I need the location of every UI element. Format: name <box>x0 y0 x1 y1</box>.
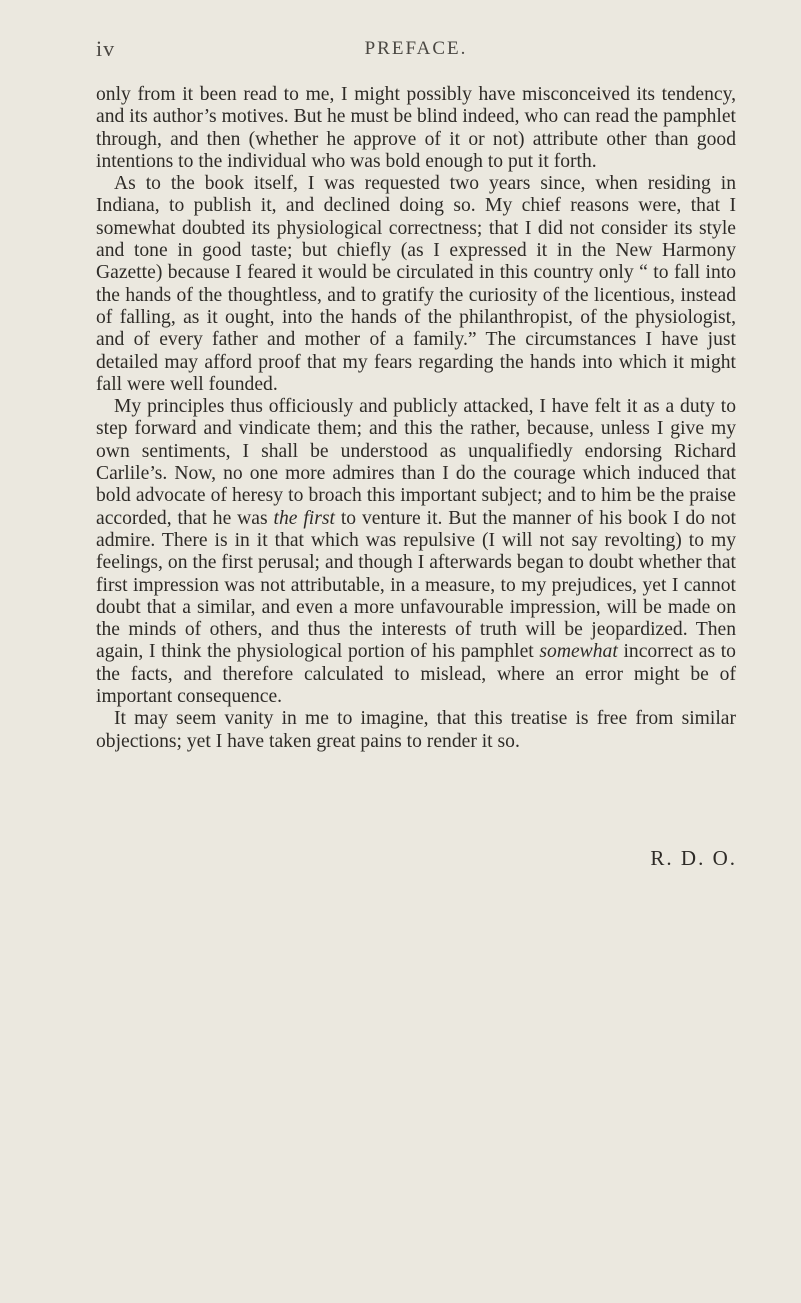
paragraph-3-text-c: incorrect as to the facts, and therefore calculated to mislead, where an error might be of important consequence. <box>96 641 736 708</box>
paragraph-2-text: As to the book itself, I was requested two years since, when residing in Indiana, to publish it, and declined doing so. My chief reasons were, that I somewhat doubted its physiological correctness; that I did not consider its style and tone in good taste; but chiefly (as I expressed it in the New Harmony Gazette) because I feared it would be circulated in this country only “ to fall into the hands of the thoughtless, and to gratify the curiosity of the licentious, instead of falling, as it ought, into the hands of the philanthropist, of the physiologist, and of every father and mother of a family.” The circumstances I have just detailed may afford proof that my fears regarding the hands into which it might fall were well founded. <box>96 173 736 395</box>
emphasis-the-first: the first <box>273 507 335 529</box>
paragraph-4-text: It may seem vanity in me to imagine, that this treatise is free from similar objections; yet I have taken great pains to render it so. <box>96 708 736 752</box>
running-head: PREFACE. <box>364 38 468 59</box>
paragraph-3-text-a: My principles thus officiously and publicly attacked, I have felt it as a duty to step forward and vindicate them; and this the rather, because, unless I give my own sentiments, I shall be understood as unqualifiedly endorsing Richard Carlile’s. Now, no one more admires than I do the courage which induced that bold advocate of heresy to broach this important subject; and to him be the praise accorded, that he was <box>96 396 736 529</box>
paragraph-4 <box>96 708 736 753</box>
paragraph-3-text-b: to venture it. But the manner of his book I do not admire. There is in it that which was repulsive (I will not say revolting) to my feelings, on the first perusal; and though I afterwards began to doubt whether that first impression was not attributable, in a measure, to my prejudices, yet I cannot doubt that a similar, and even a more unfavourable impression, will be made on the minds of others, and thus the interests of truth will be jeopardized. Then again, I think the physiological portion of his pamphlet <box>96 507 736 663</box>
page-number: iv <box>96 36 116 61</box>
emphasis-somewhat: somewhat <box>539 641 618 663</box>
paragraph-1-text: only from it been read to me, I might possibly have misconceived its tendency, and its author’s motives. But he must be blind indeed, who can read the pamphlet through, and then (whether he approve of it or not) attribute other than good intentions to the individual who was bold enough to put it forth. <box>96 84 736 172</box>
page-header <box>96 36 736 66</box>
paragraph-3 <box>96 396 736 708</box>
paragraph-2 <box>96 173 736 396</box>
signature-initials: R. D. O. <box>650 846 737 870</box>
preface-body <box>96 84 736 753</box>
paragraph-1 <box>96 84 736 173</box>
